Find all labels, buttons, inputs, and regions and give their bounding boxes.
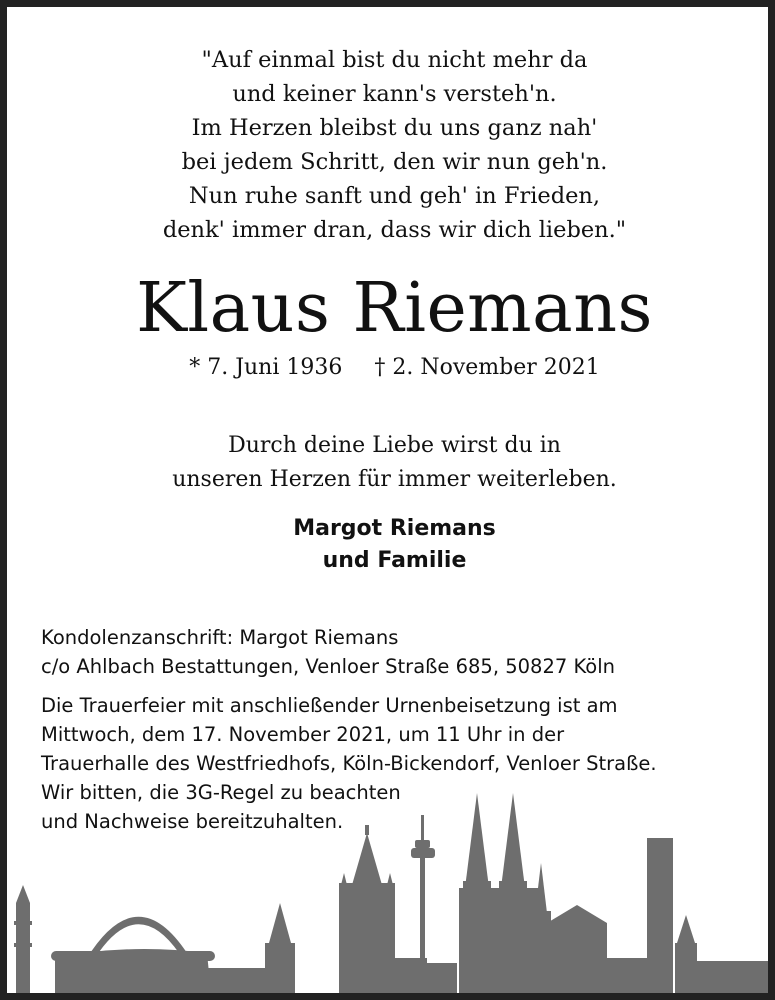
death-date: † 2. November 2021 bbox=[374, 355, 600, 380]
poem-line: Im Herzen bleibst du uns ganz nah' bbox=[191, 115, 598, 141]
poem-line: Nun ruhe sanft und geh' in Frieden, bbox=[188, 183, 601, 209]
poem-line: "Auf einmal bist du nicht mehr da bbox=[201, 47, 588, 73]
tribute-line: unseren Herzen für immer weiterleben. bbox=[172, 467, 617, 492]
birth-date: * 7. Juni 1936 bbox=[189, 355, 343, 380]
cologne-skyline-icon bbox=[7, 793, 768, 993]
condolence-line: Kondolenzanschrift: Margot Riemans bbox=[41, 626, 399, 649]
poem-line: denk' immer dran, dass wir dich lieben." bbox=[162, 217, 627, 243]
mourners-signature bbox=[7, 513, 775, 577]
mourner-line: und Familie bbox=[322, 548, 467, 573]
ceremony-line: Wir bitten, die 3G-Regel zu beachten bbox=[41, 781, 401, 804]
poem-line: und keiner kann's versteh'n. bbox=[232, 81, 557, 107]
life-dates bbox=[7, 353, 775, 383]
ceremony-line: Die Trauerfeier mit anschließender Urnenbeisetzung ist am bbox=[41, 694, 618, 717]
mourner-line: Margot Riemans bbox=[293, 516, 496, 541]
ceremony-line: und Nachweise bereitzuhalten. bbox=[41, 810, 344, 833]
condolence-line: c/o Ahlbach Bestattungen, Venloer Straße 685, 50827 Köln bbox=[41, 655, 615, 678]
tribute-text bbox=[7, 429, 775, 497]
tribute-line: Durch deine Liebe wirst du in bbox=[228, 433, 561, 458]
ceremony-line: Mittwoch, dem 17. November 2021, um 11 Uhr in der bbox=[41, 723, 565, 746]
poem bbox=[7, 43, 775, 247]
ceremony-line: Trauerhalle des Westfriedhofs, Köln-Bickendorf, Venloer Straße. bbox=[41, 752, 657, 775]
deceased-name: Klaus Riemans bbox=[136, 269, 653, 348]
poem-line: bei jedem Schritt, den wir nun geh'n. bbox=[181, 149, 608, 175]
condolence-address bbox=[41, 623, 657, 681]
